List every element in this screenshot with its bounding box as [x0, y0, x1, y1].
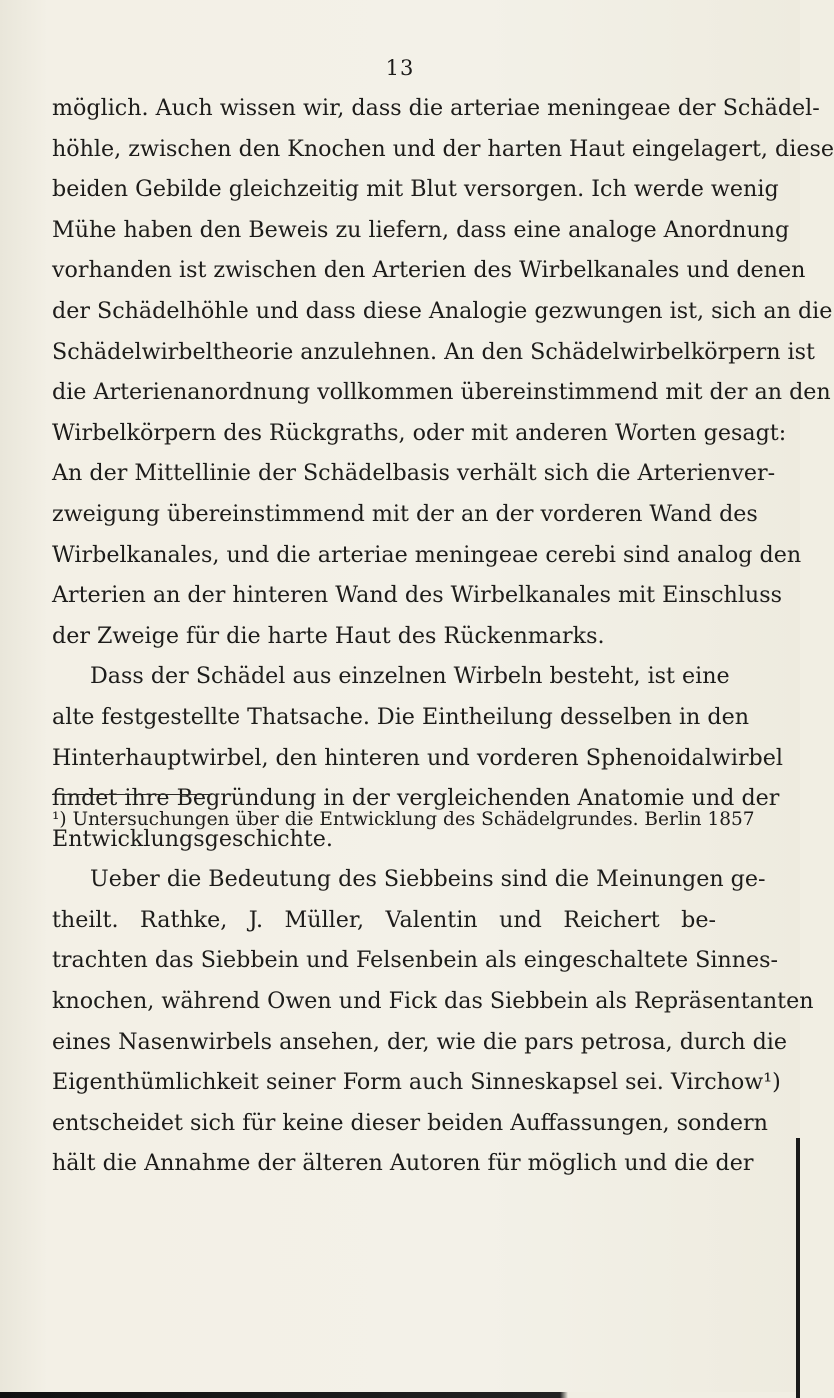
scan-edge-bottom [0, 1392, 800, 1398]
text-line: vorhanden ist zwischen den Arterien des Wirbelkanales und denen [52, 257, 806, 284]
text-line: höhle, zwischen den Knochen und der harten Haut eingelagert, diese [52, 135, 834, 162]
text-line: An der Mittellinie der Schädelbasis verhält sich die Arterienver- [52, 460, 776, 487]
text-line: Wirbelkanales, und die arteriae meningeae cerebi sind analog den [52, 541, 802, 568]
text-line: Wirbelkörpern des Rückgraths, oder mit anderen Worten gesagt: [52, 419, 787, 446]
text-line: die Arterienanordnung vollkommen übereinstimmend mit der an den [52, 379, 831, 406]
footnote-divider [52, 794, 212, 795]
body-text [52, 88, 834, 1184]
text-line: Eigenthümlichkeit seiner Form auch Sinneskapsel sei. Virchow¹) [52, 1069, 781, 1096]
text-line: zweigung übereinstimmend mit der an der vorderen Wand des [52, 500, 758, 527]
text-line: Mühe haben den Beweis zu liefern, dass eine analoge Anordnung [52, 216, 790, 243]
text-line: beiden Gebilde gleichzeitig mit Blut versorgen. Ich werde wenig [52, 176, 779, 203]
text-line: knochen, während Owen und Fick das Siebbein als Repräsentanten [52, 988, 814, 1015]
text-line: theilt. Rathke, J. Müller, Valentin und Reichert be- [52, 906, 716, 933]
text-line: Schädelwirbeltheorie anzulehnen. An den Schädelwirbelkörpern ist [52, 338, 815, 365]
text-line: der Schädelhöhle und dass diese Analogie gezwungen ist, sich an die [52, 297, 833, 324]
text-line: Ueber die Bedeutung des Siebbeins sind die Meinungen ge- [90, 866, 766, 893]
text-line: entscheidet sich für keine dieser beiden Auffassungen, sondern [52, 1109, 768, 1136]
text-line: der Zweige für die harte Haut des Rückenmarks. [52, 622, 605, 649]
text-line: Dass der Schädel aus einzelnen Wirbeln besteht, ist eine [90, 663, 730, 690]
text-line: Entwicklungsgeschichte. [52, 825, 333, 852]
text-line: alte festgestellte Thatsache. Die Eintheilung desselben in den [52, 703, 750, 730]
scan-edge-right [796, 1138, 800, 1398]
text-line: Hinterhauptwirbel, den hinteren und vorderen Sphenoidalwirbel [52, 744, 783, 771]
page-number: 13 [385, 56, 415, 80]
text-line: möglich. Auch wissen wir, dass die arteriae meningeae der Schädel- [52, 95, 820, 121]
text-line: Arterien an der hinteren Wand des Wirbelkanales mit Einschluss [52, 582, 782, 609]
text-line: findet ihre Begründung in der vergleichenden Anatomie und der [52, 785, 780, 812]
text-line: eines Nasenwirbels ansehen, der, wie die pars petrosa, durch die [52, 1028, 788, 1055]
footnote: ¹) Untersuchungen über die Entwicklung des Schädelgrundes. Berlin 1857 [52, 809, 755, 830]
text-line: hält die Annahme der älteren Autoren für möglich und die der [52, 1150, 754, 1177]
text-line: trachten das Siebbein und Felsenbein als eingeschaltete Sinnes- [52, 947, 779, 974]
